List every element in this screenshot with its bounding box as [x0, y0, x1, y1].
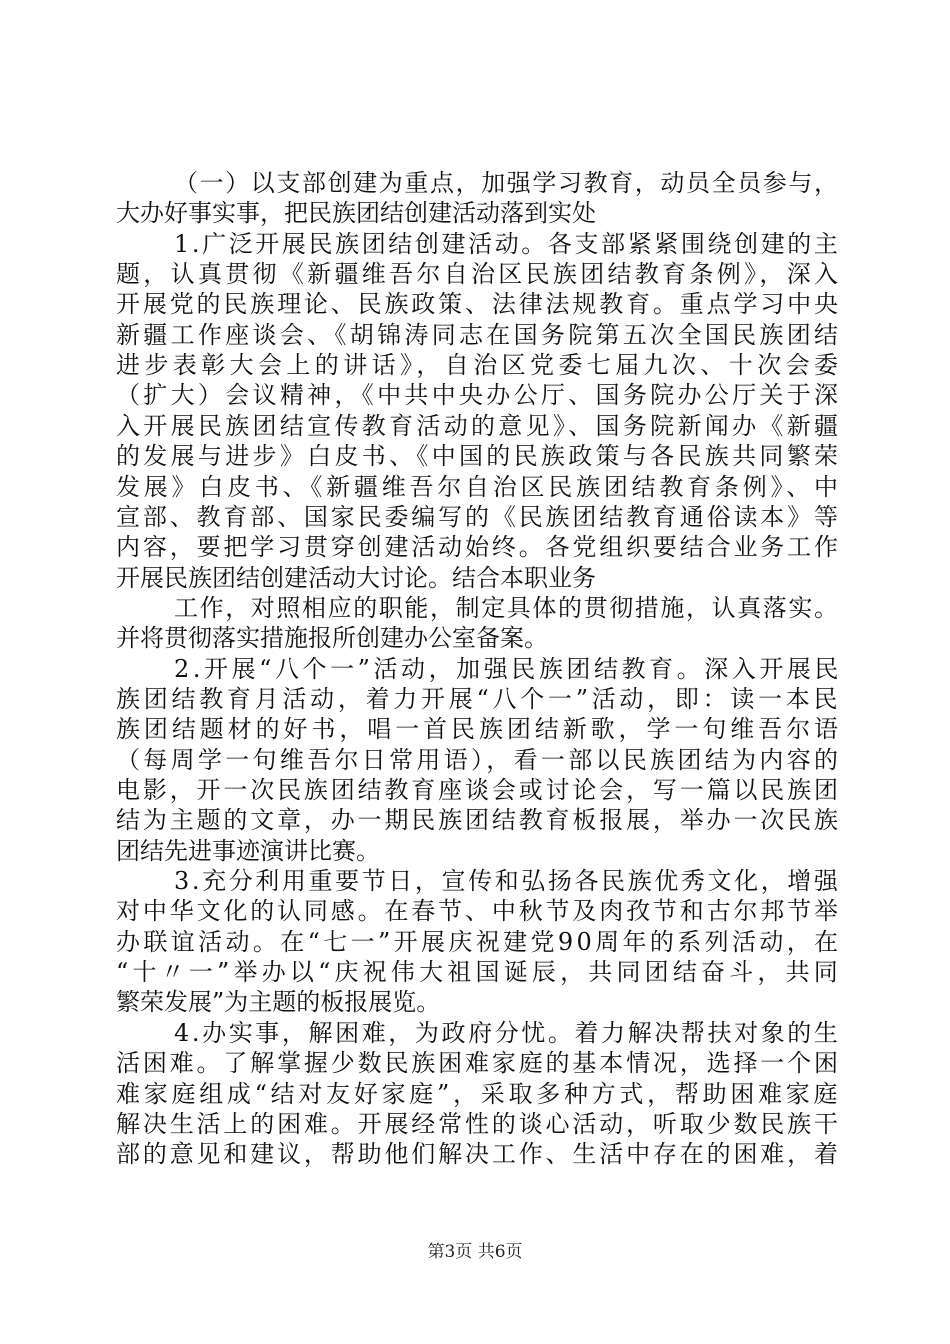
body-line: 解决生活上的困难。开展经常性的谈心活动，听取少数民族干	[116, 1109, 841, 1138]
body-line: “十〃一”举办以“庆祝伟大祖国诞辰，共同团结奋斗，共同	[116, 958, 842, 987]
body-line: 大办好事实事，把民族团结创建活动落到实处	[116, 199, 596, 228]
body-line: （一）以支部创建为重点，加强学习教育，动员全员参与，	[174, 169, 840, 197]
body-line: 开展民族团结创建活动大讨论。结合本职业务	[116, 563, 596, 592]
body-line: 工作，对照相应的职能，制定具体的贯彻措施，认真落实。	[174, 593, 840, 622]
body-line: 族团结题材的好书，唱一首民族团结新歌，学一句维吾尔语	[116, 715, 842, 744]
body-line: 团结先进事迹演讲比赛。	[116, 836, 380, 865]
body-line: （扩大）会议精神，《中共中央办公厅、国务院办公厅关于深	[116, 381, 842, 410]
body-line: 开展党的民族理论、民族政策、法律法规教育。重点学习中央	[116, 290, 841, 319]
body-line: 内容，要把学习贯穿创建活动始终。各党组织要结合业务工作	[116, 533, 841, 562]
body-line: 活困难。了解掌握少数民族困难家庭的基本情况，选择一个困	[116, 1049, 841, 1078]
body-line: 发展》白皮书、《新疆维吾尔自治区民族团结教育条例》、中	[116, 472, 842, 501]
body-line: 的发展与进步》白皮书、《中国的民族政策与各民族共同繁荣	[116, 442, 842, 471]
body-line: （每周学一句维吾尔日常用语），看一部以民族团结为内容的	[116, 745, 842, 774]
body-line: 办联谊活动。在“七一”开展庆祝建党90周年的系列活动，在	[116, 927, 842, 956]
body-line: 2.开展“八个一”活动，加强民族团结教育。深入开展民	[174, 654, 842, 683]
body-line: 并将贯彻落实措施报所创建办公室备案。	[116, 624, 548, 653]
body-line: 宣部、教育部、国家民委编写的《民族团结教育通俗读本》等	[116, 502, 841, 531]
page-footer: 第3页 共6页	[427, 1242, 523, 1262]
body-line: 电影，开一次民族团结教育座谈会或讨论会，写一篇以民族团	[116, 776, 841, 804]
body-line: 1.广泛开展民族团结创建活动。各支部紧紧围绕创建的主	[174, 229, 841, 258]
body-line: 族团结教育月活动，着力开展“八个一”活动，即：读一本民	[116, 684, 842, 713]
body-line: 入开展民族团结宣传教育活动的意见》、国务院新闻办《新疆	[116, 411, 842, 440]
body-line: 部的意见和建议，帮助他们解决工作、生活中存在的困难，着	[116, 1140, 841, 1169]
body-line: 对中华文化的认同感。在春节、中秋节及肉孜节和古尔邦节举	[116, 897, 841, 926]
body-line: 进步表彰大会上的讲话》，自治区党委七届九次、十次会委	[116, 351, 843, 380]
body-line: 繁荣发展”为主题的板报展览。	[116, 988, 441, 1017]
body-line: 3.充分利用重要节日，宣传和弘扬各民族优秀文化，增强	[174, 867, 841, 896]
body-line: 新疆工作座谈会、《胡锦涛同志在国务院第五次全国民族团结	[116, 320, 842, 349]
body-line: 结为主题的文章，办一期民族团结教育板报展，举办一次民族	[116, 806, 841, 835]
body-line: 难家庭组成“结对友好家庭”，采取多种方式，帮助困难家庭	[116, 1079, 842, 1108]
body-line: 题，认真贯彻《新疆维吾尔自治区民族团结教育条例》，深入	[116, 260, 842, 289]
body-line: 4.办实事，解困难，为政府分忧。着力解决帮扶对象的生	[174, 1018, 841, 1047]
